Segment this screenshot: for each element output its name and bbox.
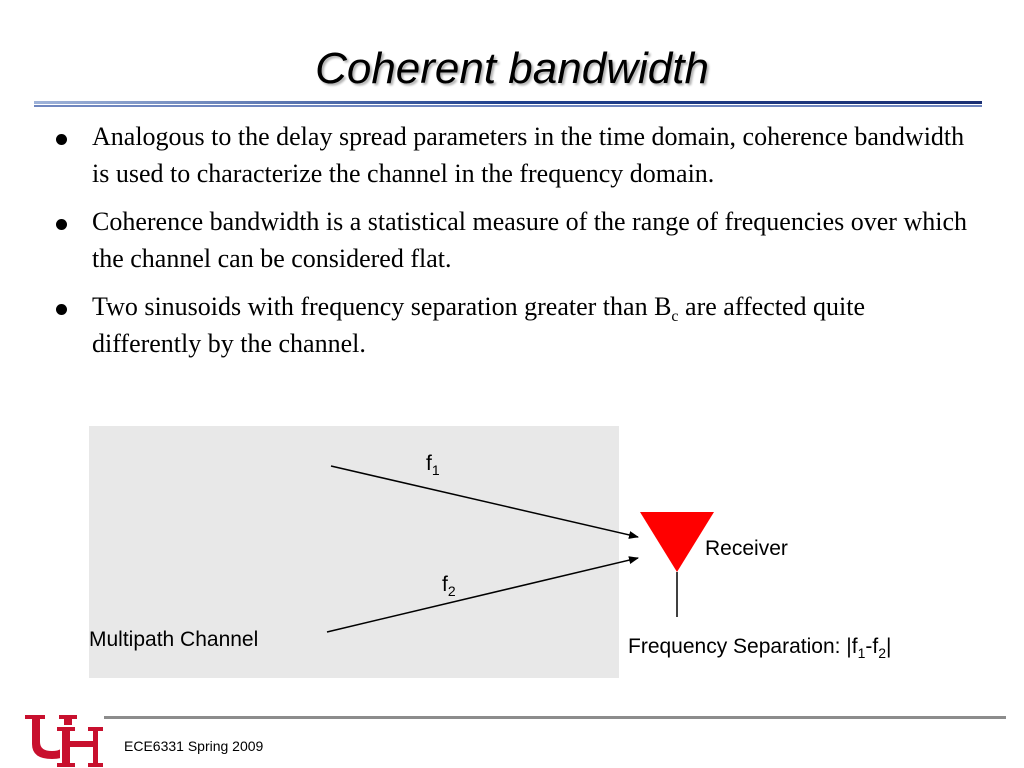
- path1-arrow: [331, 466, 638, 537]
- footer-divider: [104, 716, 1006, 719]
- slide-title: Coherent bandwidth: [315, 44, 709, 93]
- footer-course: ECE6331 Spring 2009: [124, 738, 264, 754]
- receiver-label: Receiver: [705, 537, 788, 560]
- bullet-text: Two sinusoids with frequency separation greater than $B_c$ are affected quite differently by the channel.: [92, 292, 865, 358]
- frequency-separation-label: Frequency Separation: $|f_1-f_2|$: [628, 635, 892, 662]
- path2-arrow: [327, 558, 638, 632]
- bullet-text: Coherence bandwidth is a statistical measure of the range of frequencies over which the channel can be considered flat.: [92, 207, 967, 273]
- path2-label: $f_2$: [442, 573, 456, 600]
- bullet-text: Analogous to the delay spread parameters in the time domain, coherence bandwidth is used to characterize the channel in the frequency domain.: [92, 122, 965, 188]
- channel-label: Multipath Channel: [89, 628, 259, 651]
- receiver-antenna-icon: [640, 512, 714, 572]
- uh-logo-icon: [22, 712, 104, 768]
- path1-label: $f_1$: [426, 452, 440, 479]
